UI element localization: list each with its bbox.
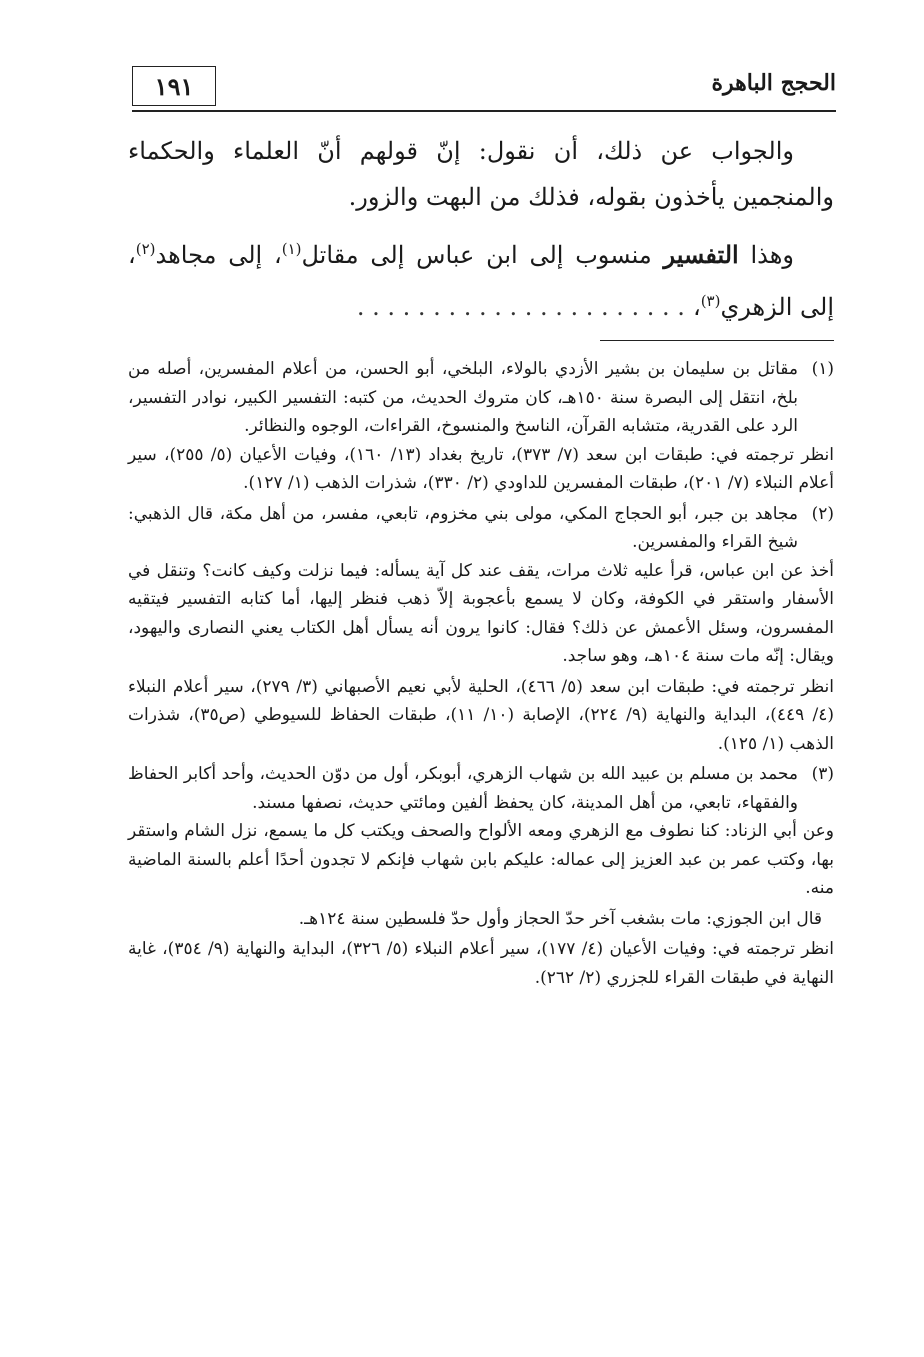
footnote-1-number: (١) — [811, 359, 834, 379]
footnote-3-text: محمد بن مسلم بن عبيد الله بن شهاب الزهري، أبوبكر، أول من دوّن الحديث، وأحد أكابر الحفاظ والفقهاء، تابعي، من أهل المدينة، كان يحفظ ألفين ومائتي حديث، نصفها مسند. — [128, 764, 798, 813]
footnote-1-first — [128, 355, 834, 441]
p2-part-b: منسوب إلى ابن عباس إلى مقاتل — [301, 241, 664, 269]
footnote-2 — [128, 500, 834, 759]
footnote-1 — [128, 355, 834, 498]
footnote-ref-2: (٢) — [135, 240, 156, 258]
footnote-3-refs: انظر ترجمته في: وفيات الأعيان (٤/ ١٧٧)، سير أعلام النبلاء (٥/ ٣٢٦)، البداية والنهاية (٩/ ٣٥٤)، غاية النهاية في طبقات القراء للجزري (٢/ ٢٦٢). — [128, 939, 835, 988]
footnote-2-first — [128, 500, 834, 557]
p2-part-d: ، إلى الزهري — [128, 241, 834, 321]
footnote-3-number: (٣) — [811, 764, 834, 784]
page-number — [132, 66, 216, 106]
p2-bold-word: التفسير — [663, 240, 739, 269]
main-text — [128, 128, 834, 336]
footnote-ref-1: (١) — [281, 240, 302, 258]
p2-part-e: ، — [692, 293, 701, 321]
main-paragraph-1: والجواب عن ذلك، أن نقول: إنّ قولهم أنّ العلماء والحكماء والمنجمين يأخذون بقوله، فذلك من البهت والزور. — [128, 137, 834, 211]
footnotes — [128, 355, 834, 994]
main-paragraph-2 — [128, 226, 834, 330]
footnote-2-refs: انظر ترجمته في: طبقات ابن سعد (٥/ ٤٦٦)، الحلية لأبي نعيم الأصبهاني (٣/ ٢٧٩)، سير أعلام النبلاء (٤/ ٤٤٩)، البداية والنهاية (٩/ ٢٢٤)، الإصابة (١٠/ ١١)، طبقات الحفاظ للسيوطي (ص٣٥)، شذرات الذهب (١/ ١٢٥). — [128, 676, 834, 754]
ellipsis-dots: . . . . . . . . . . . . . . . . . . . . . . — [356, 293, 685, 321]
footnote-3-para-1: وعن أبي الزناد: كنا نطوف مع الزهري ومعه الألواح والصحف ويكتب كل ما يسمع، نزل الشام واستقر بها، وكتب عمر بن عبد العزيز إلى عماله: عليكم بابن شهاب فإنكم لا تجدون أحدًا أعلم بالسنة الماضية منه. — [128, 821, 834, 898]
footnote-2-text: مجاهد بن جبر، أبو الحجاج المكي، مولى بني مخزوم، تابعي، مفسر، من أهل مكة، قال الذهبي: شيخ القراء والمفسرين. — [128, 503, 798, 552]
footnote-ref-3: (٣) — [700, 292, 721, 310]
p2-part-a: وهذا — [738, 241, 795, 269]
p2-part-c: ، إلى مجاهد — [155, 241, 282, 269]
running-title: الحجج الباهرة — [711, 70, 836, 96]
footnote-3 — [128, 760, 834, 992]
footnote-2-number: (٢) — [811, 503, 834, 524]
header-rule — [132, 110, 836, 112]
page-number-text: ١٩١ — [154, 71, 194, 101]
footnote-3-first — [128, 760, 834, 817]
footnote-2-para-1: أخذ عن ابن عباس، قرأ عليه ثلاث مرات، يقف عند كل آية يسأله: فيما نزلت وكيف كانت؟ وتنقل في الأسفار واستقر في الكوفة، وكان لا يسمع بأعجوبة إلاّ ذهب فنظر إليها، أما كتابه التفسير فيتقيه المفسرون، وسئل الأعمش عن ذلك؟ فقال: كانوا يرون أنه يسأل أهل الكتاب يعني النصارى واليهود، ويقال: إنّه مات سنة ١٠٤هـ، وهو ساجد. — [128, 560, 834, 666]
footnote-3-para-2: قال ابن الجوزي: مات بشغب آخر حدّ الحجاز وأول حدّ فلسطين سنة ١٢٤هـ. — [298, 908, 822, 929]
footnote-1-refs: انظر ترجمته في: طبقات ابن سعد (٧/ ٣٧٣)، تاريخ بغداد (١٣/ ١٦٠)، وفيات الأعيان (٥/ ٢٥٥)، سير أعلام النبلاء (٧/ ٢٠١)، طبقات المفسرين للداودي (٢/ ٣٣٠)، شذرات الذهب (١/ ١٢٧). — [128, 444, 834, 493]
footnote-1-text: مقاتل بن سليمان بن بشير الأزدي بالولاء، البلخي، أبو الحسن، من أعلام المفسرين، أصله من بلخ، انتقل إلى البصرة سنة ١٥٠هـ، كان متروك الحديث، من كتبه: التفسير الكبير، نوادر التفسير، الرد على القدرية، متشابه القرآن، الناسخ والمنسوخ، القراءات، الوجوه والنظائر. — [128, 359, 798, 436]
footnote-rule — [600, 340, 834, 341]
